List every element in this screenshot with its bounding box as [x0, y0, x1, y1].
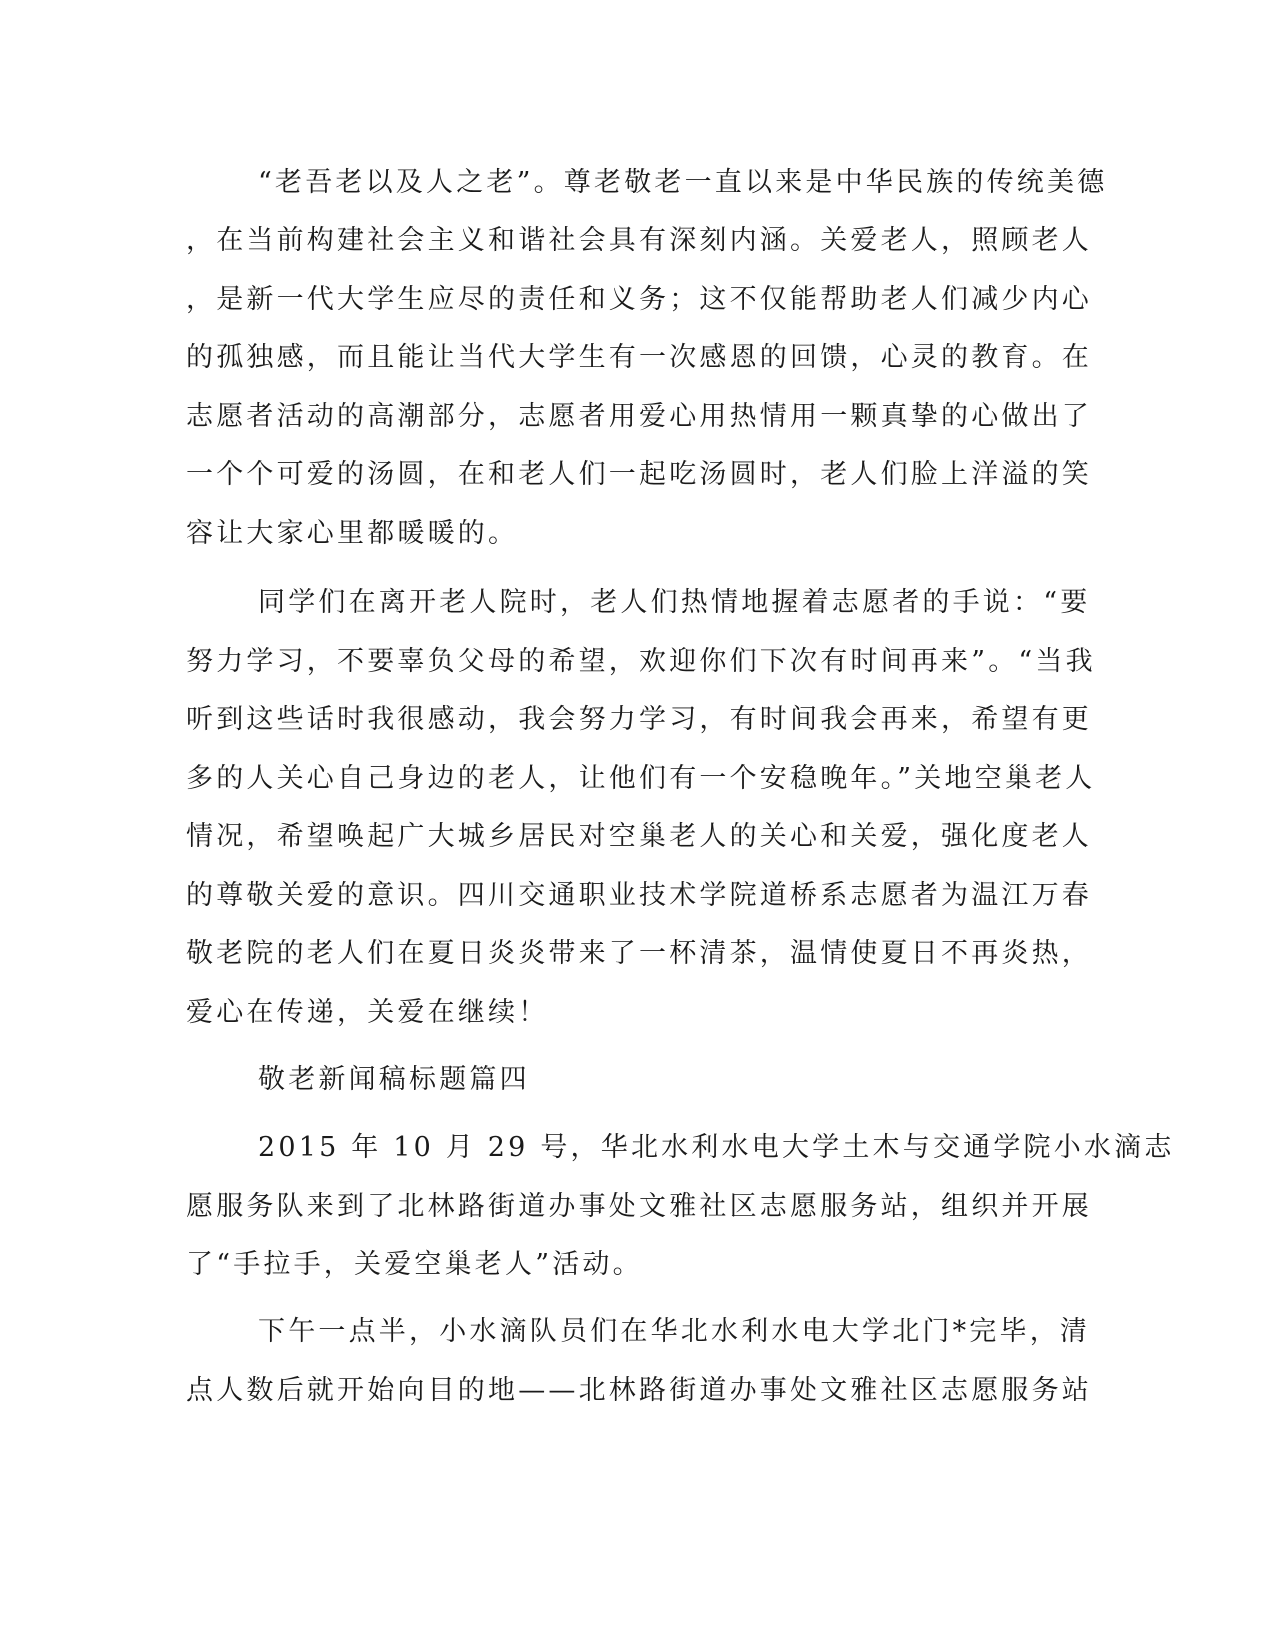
- paragraph-line: 2015 年 10 月 29 号，华北水利水电大学土木与交通学院小水滴志: [258, 1132, 1175, 1163]
- paragraph-line: 容让大家心里都暖暖的。: [186, 518, 519, 549]
- paragraph-line: 志愿者活动的高潮部分，志愿者用爱心用热情用一颗真挚的心做出了: [186, 401, 1092, 432]
- paragraph-line: ，在当前构建社会主义和谐社会具有深刻内涵。关爱老人，照顾老人: [186, 225, 1092, 256]
- section-heading: 敬老新闻稿标题篇四: [258, 1064, 530, 1095]
- paragraph-line: 情况，希望唤起广大城乡居民对空巢老人的关心和关爱，强化度老人: [186, 821, 1092, 852]
- paragraph-line: ，是新一代大学生应尽的责任和义务；这不仅能帮助老人们减少内心: [186, 284, 1092, 315]
- paragraph-line: 听到这些话时我很感动，我会努力学习，有时间我会再来，希望有更: [186, 704, 1092, 735]
- paragraph-line: 努力学习，不要辜负父母的希望，欢迎你们下次有时间再来”。“当我: [186, 646, 1096, 677]
- paragraph-line: 多的人关心自己身边的老人，让他们有一个安稳晚年。”关地空巢老人: [186, 763, 1096, 794]
- paragraph-line: 的尊敬关爱的意识。四川交通职业技术学院道桥系志愿者为温江万春: [186, 880, 1092, 911]
- paragraph-line: 的孤独感，而且能让当代大学生有一次感恩的回馈，心灵的教育。在: [186, 342, 1092, 373]
- paragraph-line: 了“手拉手，关爱空巢老人”活动。: [186, 1249, 643, 1280]
- paragraph-line: 点人数后就开始向目的地——北林路街道办事处文雅社区志愿服务站: [186, 1375, 1092, 1406]
- paragraph-line: 同学们在离开老人院时，老人们热情地握着志愿者的手说：“要: [258, 587, 1091, 618]
- paragraph-line: “老吾老以及人之老”。尊老敬老一直以来是中华民族的传统美德: [258, 167, 1108, 198]
- paragraph-line: 敬老院的老人们在夏日炎炎带来了一杯清茶，温情使夏日不再炎热，: [186, 938, 1092, 969]
- paragraph-line: 爱心在传递，关爱在继续！: [186, 997, 549, 1028]
- paragraph-line: 一个个可爱的汤圆，在和老人们一起吃汤圆时，老人们脸上洋溢的笑: [186, 459, 1092, 490]
- paragraph-line: 愿服务队来到了北林路街道办事处文雅社区志愿服务站，组织并开展: [186, 1191, 1092, 1222]
- paragraph-line: 下午一点半，小水滴队员们在华北水利水电大学北门*完毕，清: [258, 1316, 1091, 1347]
